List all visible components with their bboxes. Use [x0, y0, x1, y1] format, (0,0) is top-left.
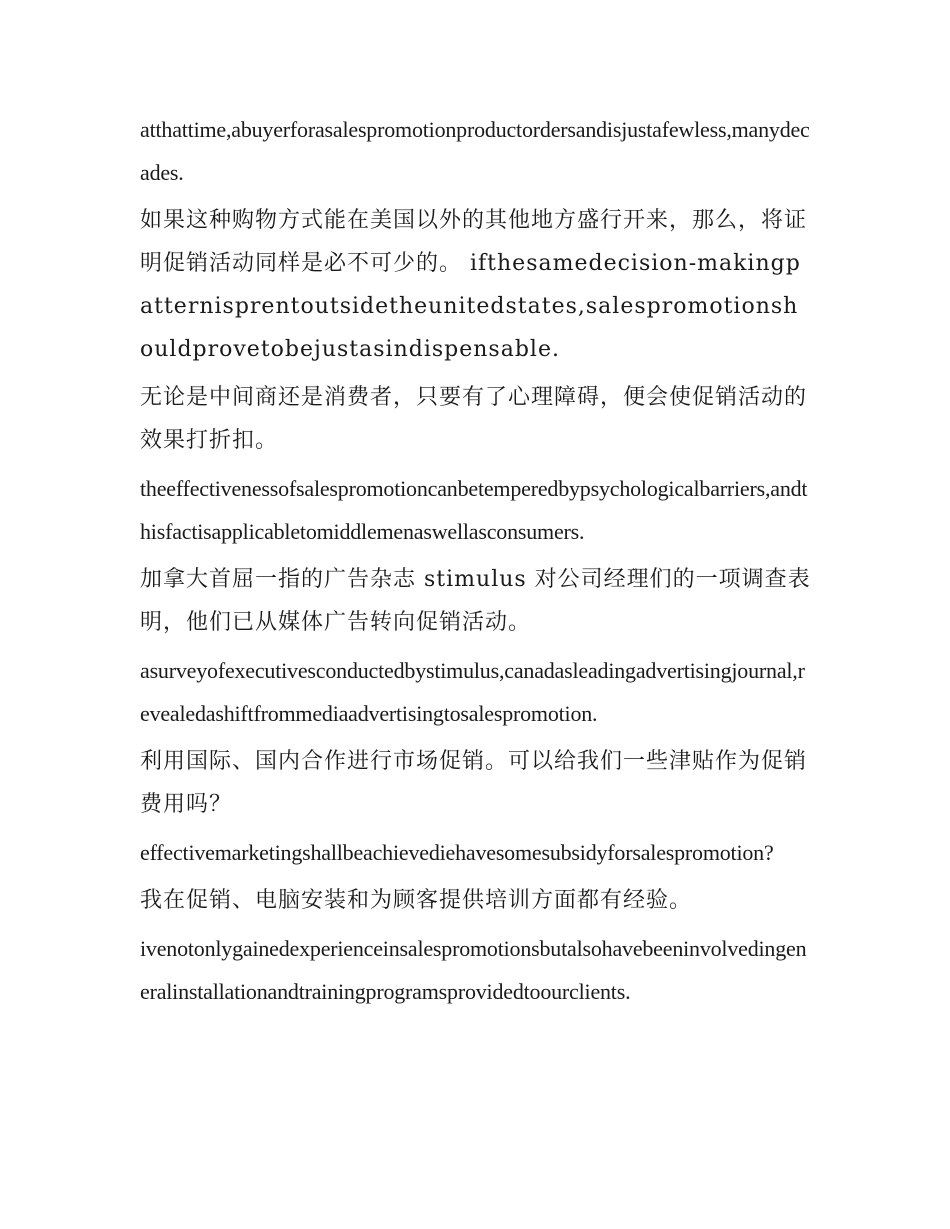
paragraph-zh: 加拿大首屈一指的广告杂志 stimulus 对公司经理们的一项调查表明，他们已从媒体广告转向促销活动。	[140, 567, 811, 635]
paragraph-en: effectivemarketingshallbeachievediehavesomesubsidyforsalespromotion?	[140, 840, 774, 865]
paragraph-en: ivenotonlygainedexperienceinsalespromotionsbutalsohavebeeninvolvedingeneralinstallationandtrainingprogramsprovidedtoourclients.	[140, 936, 807, 1004]
paragraph-zh: 无论是中间商还是消费者，只要有了心理障碍，便会使促销活动的效果打折扣。	[140, 385, 808, 453]
paragraph-zh: 利用国际、国内合作进行市场促销。可以给我们一些津贴作为促销费用吗？	[140, 749, 808, 817]
document-page	[140, 108, 812, 1018]
paragraph-en: asurveyofexecutivesconductedbystimulus,canadasleadingadvertisingjournal,revealedashiftfrommediaadvertisingtosalespromotion.	[140, 658, 805, 726]
paragraph-en: atthattime,abuyerforasalespromotionproductordersandisjustafewless,manydecades.	[140, 117, 810, 185]
paragraph-en: theeffectivenessofsalespromotioncanbetemperedbypsychologicalbarriers,andthisfactisapplicabletomiddlemenaswellasconsumers.	[140, 476, 808, 544]
paragraph-zh: 我在促销、电脑安装和为顾客提供培训方面都有经验。	[140, 888, 693, 913]
paragraph-zh: 如果这种购物方式能在美国以外的其他地方盛行开来，那么，将证明促销活动同样是必不可少的。 ifthesamedecision-makingpatternisprentoutsidetheunitedstates,salespromotionshouldprovetobejustasindispensable.	[140, 208, 808, 362]
